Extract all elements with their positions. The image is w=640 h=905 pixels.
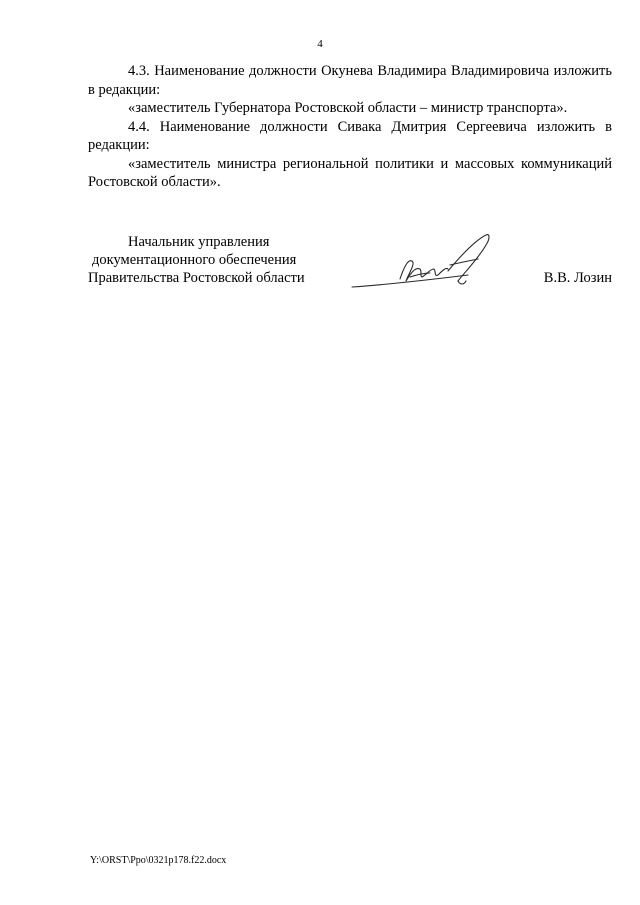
paragraph-4-3-quote: «заместитель Губернатора Ростовской области – министр транспорта». bbox=[128, 100, 568, 116]
handwritten-signature bbox=[350, 231, 510, 297]
paragraph-4-4: 4.4. Наименование должности Сивака Дмитрия Сергеевича изложить в редакции: bbox=[88, 118, 612, 153]
signature-block bbox=[88, 233, 612, 303]
page-number: 4 bbox=[317, 38, 323, 50]
signer-title-line: Начальник управления bbox=[128, 234, 270, 250]
signer-title bbox=[88, 233, 328, 287]
signer-title-line: Правительства Ростовской области bbox=[88, 270, 305, 286]
document-body bbox=[88, 62, 612, 192]
paragraph-4-3: 4.3. Наименование должности Окунева Владимира Владимировича изложить в редакции: bbox=[88, 63, 612, 98]
signer-title-line: документационного обеспечения bbox=[92, 252, 297, 268]
file-path: Y:\ORST\Ppo\0321p178.f22.docx bbox=[90, 855, 227, 866]
signer-name: В.В. Лозин bbox=[543, 270, 612, 286]
paragraph-4-4-quote: «заместитель министра региональной политики и массовых коммуникаций Ростовской области». bbox=[88, 155, 612, 190]
